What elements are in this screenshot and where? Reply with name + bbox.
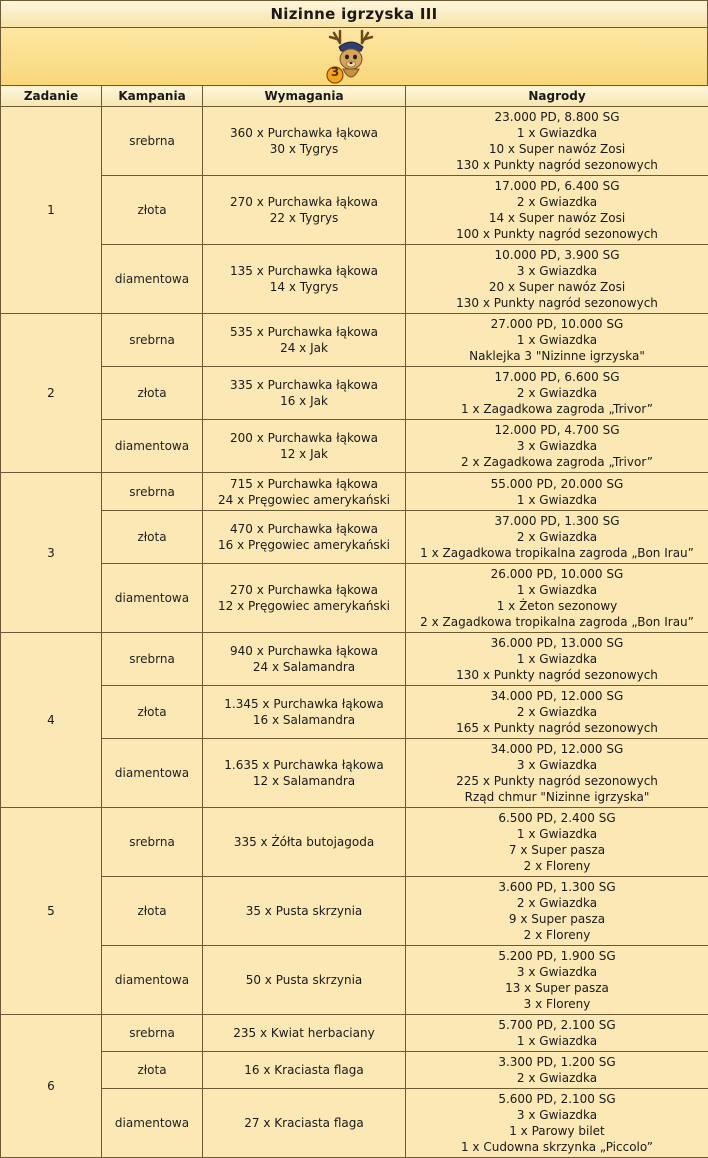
rewards-cell [406,367,708,420]
task-number-cell: 2 [1,314,102,473]
table-row [1,633,708,686]
reward-line: 2 x Floreny [523,859,591,873]
reward-line: 130 x Punkty nagród sezonowych [456,158,658,172]
requirement-line: 270 x Purchawka łąkowa [229,195,378,209]
reward-line: 100 x Punkty nagród sezonowych [456,227,658,241]
requirement-line: 335 x Purchawka łąkowa [229,378,378,392]
campaign-cell: złota [102,176,203,245]
rewards-cell [406,877,708,946]
rewards-cell [406,946,708,1015]
campaign-cell: złota [102,1052,203,1089]
reward-line: 17.000 PD, 6.600 SG [494,370,620,384]
requirement-line: 16 x Pręgowiec amerykański [218,538,390,552]
reward-line: 3 x Gwiazdka [516,965,598,979]
table-row [1,1015,708,1052]
rewards-cell [406,808,708,877]
requirements-cell [203,739,406,808]
reward-line: 17.000 PD, 6.400 SG [494,179,620,193]
task-table [0,85,708,1158]
reward-line: 1 x Zagadkowa zagroda „Trivor” [461,402,653,416]
requirements-cell [203,1089,406,1158]
campaign-cell: złota [102,511,203,564]
requirements-cell [203,686,406,739]
reward-line: 165 x Punkty nagród sezonowych [456,721,658,735]
requirement-line: 50 x Pusta skrzynia [245,973,363,987]
requirement-line: 16 x Kraciasta flaga [244,1063,364,1077]
reward-line: Rząd chmur "Nizinne igrzyska" [464,790,650,804]
requirements-cell [203,1015,406,1052]
requirements-cell [203,564,406,633]
rewards-cell [406,473,708,511]
reward-line: 7 x Super pasza [508,843,606,857]
campaign-cell: diamentowa [102,1089,203,1158]
reward-line: 14 x Super nawóz Zosi [488,211,626,225]
table-row [1,107,708,176]
reward-line: 1 x Zagadkowa tropikalna zagroda „Bon Irau” [420,546,694,560]
rewards-cell [406,1015,708,1052]
campaign-cell: diamentowa [102,564,203,633]
requirement-line: 24 x Jak [280,341,328,355]
table-row [1,511,708,564]
reward-line: 1 x Gwiazdka [516,583,598,597]
reward-line: 34.000 PD, 12.000 SG [490,689,624,703]
table-row [1,314,708,367]
requirements-cell [203,245,406,314]
reward-line: 12.000 PD, 4.700 SG [494,423,620,437]
rewards-cell [406,176,708,245]
requirement-line: 35 x Pusta skrzynia [245,904,363,918]
campaign-cell: srebrna [102,808,203,877]
requirements-cell [203,946,406,1015]
requirement-line: 12 x Jak [280,447,328,461]
reward-line: 130 x Punkty nagród sezonowych [456,296,658,310]
task-number-cell: 1 [1,107,102,314]
campaign-cell: srebrna [102,1015,203,1052]
reward-line: 1 x Gwiazdka [516,333,598,347]
reward-line: 1 x Gwiazdka [516,492,598,507]
table-row [1,176,708,245]
reward-line: 1 x Żeton sezonowy [496,599,618,613]
rewards-cell [406,739,708,808]
campaign-cell: złota [102,686,203,739]
rewards-cell [406,245,708,314]
requirements-cell [203,314,406,367]
campaign-cell: srebrna [102,107,203,176]
table-row [1,1089,708,1158]
reward-line: 2 x Gwiazdka [516,705,598,719]
table-row [1,564,708,633]
requirements-cell [203,511,406,564]
campaign-cell: diamentowa [102,245,203,314]
requirement-line: 16 x Jak [280,394,328,408]
requirement-line: 27 x Kraciasta flaga [244,1116,364,1130]
reward-line: 1 x Gwiazdka [516,126,598,140]
requirement-line: 270 x Purchawka łąkowa [229,583,378,597]
requirement-line: 22 x Tygrys [269,211,339,225]
reward-line: 37.000 PD, 1.300 SG [494,514,620,528]
requirement-line: 715 x Purchawka łąkowa [229,476,378,491]
table-row [1,946,708,1015]
reward-line: 26.000 PD, 10.000 SG [490,567,624,581]
requirement-line: 470 x Purchawka łąkowa [229,522,378,536]
reward-line: 34.000 PD, 12.000 SG [490,742,624,756]
campaign-cell: srebrna [102,314,203,367]
reward-line: 3 x Gwiazdka [516,439,598,453]
requirement-line: 135 x Purchawka łąkowa [229,264,378,278]
requirement-line: 1.345 x Purchawka łąkowa [224,697,384,711]
mascot-number-badge: 3 [330,65,340,79]
table-row [1,245,708,314]
campaign-cell: srebrna [102,633,203,686]
reward-line: 3 x Gwiazdka [516,1108,598,1122]
reward-line: 1 x Gwiazdka [516,1034,598,1048]
reward-line: 23.000 PD, 8.800 SG [494,110,620,124]
reward-line: 3 x Gwiazdka [516,758,598,772]
requirement-line: 200 x Purchawka łąkowa [229,431,378,445]
table-row [1,420,708,473]
requirements-cell [203,877,406,946]
table-row [1,808,708,877]
reward-line: 6.500 PD, 2.400 SG [498,811,616,825]
requirements-cell [203,1052,406,1089]
campaign-cell: złota [102,367,203,420]
reward-line: 1 x Gwiazdka [516,827,598,841]
requirement-line: 30 x Tygrys [269,142,339,156]
reward-line: 2 x Floreny [523,928,591,942]
requirement-line: 12 x Pręgowiec amerykański [218,599,390,613]
reward-line: 55.000 PD, 20.000 SG [490,476,624,491]
header-wymagania: Wymagania [203,86,406,107]
table-row [1,473,708,511]
reward-line: 10.000 PD, 3.900 SG [494,248,620,262]
reward-line: 5.600 PD, 2.100 SG [498,1092,616,1106]
requirement-line: 12 x Salamandra [252,774,356,788]
task-number-cell: 5 [1,808,102,1015]
reward-line: 2 x Gwiazdka [516,1071,598,1085]
reward-line: 10 x Super nawóz Zosi [488,142,626,156]
requirement-line: 360 x Purchawka łąkowa [229,126,378,140]
reward-line: 36.000 PD, 13.000 SG [490,636,624,650]
table-row [1,367,708,420]
reward-line: 130 x Punkty nagród sezonowych [456,668,658,682]
reward-line: 3.600 PD, 1.300 SG [498,880,616,894]
reward-line: 3 x Floreny [523,997,591,1011]
campaign-cell: srebrna [102,473,203,511]
reward-line: 3 x Gwiazdka [516,264,598,278]
rewards-cell [406,420,708,473]
requirement-line: 16 x Salamandra [252,713,356,727]
rewards-cell [406,314,708,367]
requirement-line: 940 x Purchawka łąkowa [229,644,378,658]
rewards-cell [406,511,708,564]
requirements-cell [203,367,406,420]
rewards-cell [406,1052,708,1089]
requirement-line: 24 x Pręgowiec amerykański [218,492,390,507]
requirement-line: 335 x Żółta butojagoda [233,835,375,849]
task-number-cell: 6 [1,1015,102,1158]
rewards-cell [406,564,708,633]
rewards-cell [406,686,708,739]
reward-line: 9 x Super pasza [508,912,606,926]
header-row [1,86,708,107]
rewards-cell [406,107,708,176]
task-table-body [1,107,708,1158]
requirements-cell [203,176,406,245]
campaign-cell: złota [102,877,203,946]
reward-line: 1 x Gwiazdka [516,652,598,666]
table-row [1,739,708,808]
reward-line: 1 x Cudowna skrzynka „Piccolo” [460,1140,654,1154]
header-zadanie: Zadanie [1,86,102,107]
reward-line: 13 x Super pasza [505,981,609,995]
reward-line: 20 x Super nawóz Zosi [488,280,626,294]
requirements-cell [203,473,406,511]
reward-line: 3.300 PD, 1.200 SG [498,1055,616,1069]
campaign-cell: diamentowa [102,420,203,473]
requirements-cell [203,633,406,686]
reward-line: 2 x Gwiazdka [516,195,598,209]
mascot-banner [0,27,708,86]
reward-line: 2 x Zagadkowa tropikalna zagroda „Bon Irau” [420,615,694,629]
reward-line: 5.700 PD, 2.100 SG [498,1018,616,1032]
rewards-cell [406,1089,708,1158]
requirement-line: 535 x Purchawka łąkowa [229,325,378,339]
requirements-cell [203,420,406,473]
campaign-cell: diamentowa [102,946,203,1015]
table-row [1,1052,708,1089]
requirement-line: 1.635 x Purchawka łąkowa [224,758,384,772]
requirements-cell [203,808,406,877]
reward-line: Naklejka 3 "Nizinne igrzyska" [469,349,645,363]
page-title: Nizinne igrzyska III [0,0,708,28]
reward-line: 27.000 PD, 10.000 SG [490,317,624,331]
reward-line: 2 x Gwiazdka [516,896,598,910]
requirement-line: 14 x Tygrys [269,280,339,294]
header-nagrody: Nagrody [406,86,708,107]
requirements-cell [203,107,406,176]
rewards-cell [406,633,708,686]
reward-line: 1 x Parowy bilet [509,1124,605,1138]
reward-line: 2 x Zagadkowa zagroda „Trivor” [461,455,653,469]
table-row [1,686,708,739]
task-number-cell: 4 [1,633,102,808]
reward-line: 2 x Gwiazdka [516,530,598,544]
header-kampania: Kampania [102,86,203,107]
requirement-line: 235 x Kwiat herbaciany [233,1026,375,1040]
reward-line: 2 x Gwiazdka [516,386,598,400]
requirement-line: 24 x Salamandra [252,660,356,674]
reward-line: 225 x Punkty nagród sezonowych [456,774,658,788]
table-row [1,877,708,946]
reward-line: 5.200 PD, 1.900 SG [498,949,616,963]
campaign-cell: diamentowa [102,739,203,808]
task-number-cell: 3 [1,473,102,633]
